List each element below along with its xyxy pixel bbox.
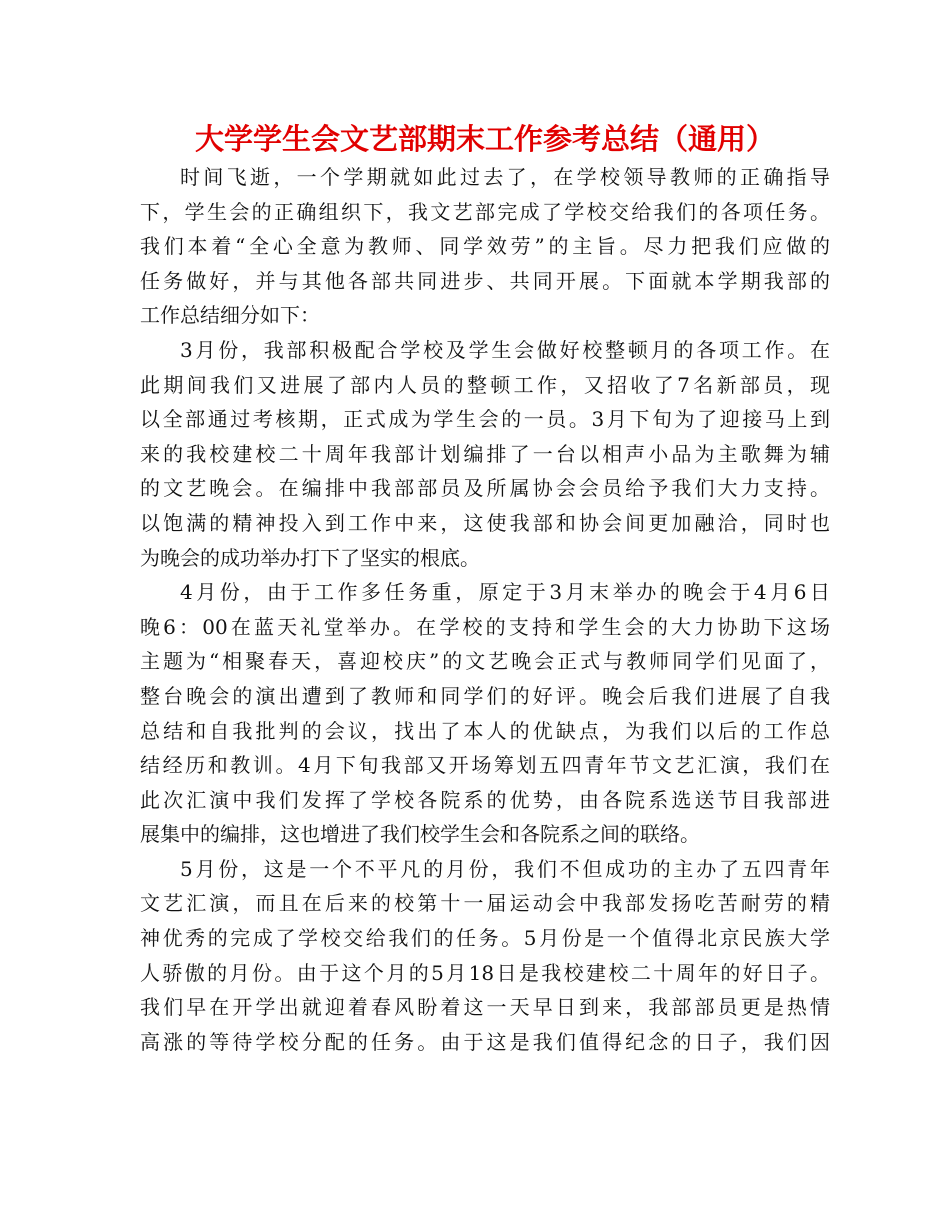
text-line: 时间飞逝，一个学期就如此过去了，在学校领导教师的正确指导	[180, 165, 830, 189]
text-line: 为晚会的成功举办打下了坚实的根底。	[140, 545, 480, 570]
text-line: 以全部通过考核期，正式成为学生会的一员。3月下旬为了迎接马上到	[140, 407, 830, 432]
text-line: 工作总结细分如下：	[140, 303, 320, 328]
text-line: 总结和自我批判的会议，找出了本人的优缺点，为我们以后的工作总	[140, 718, 830, 743]
text-line: 5月份，这是一个不平凡的月份，我们不但成功的主办了五四青年	[180, 856, 830, 881]
text-line: 文艺汇演，而且在后来的校第十一届运动会中我部发扬吃苦耐劳的精	[140, 891, 830, 916]
paragraph-4	[140, 852, 830, 1060]
text-line: 人骄傲的月份。由于这个月的5月18日是我校建校二十周年的好日子。	[140, 960, 830, 985]
text-line: 任务做好，并与其他各部共同进步、共同开展。下面就本学期我部的	[140, 268, 830, 293]
text-line: 的文艺晚会。在编排中我部部员及所属协会会员给予我们大力支持。	[140, 476, 830, 501]
text-line: 下，学生会的正确组织下，我文艺部完成了学校交给我们的各项任务。	[140, 199, 830, 224]
paragraph-2	[140, 333, 830, 575]
text-line: 整台晚会的演出遭到了教师和同学们的好评。晚会后我们进展了自我	[140, 683, 830, 708]
text-line: 此期间我们又进展了部内人员的整顿工作，又招收了7名新部员，现	[140, 372, 830, 397]
text-line: 结经历和教训。4月下旬我部又开场筹划五四青年节文艺汇演，我们在	[140, 753, 830, 778]
text-line: 高涨的等待学校分配的任务。由于这是我们值得纪念的日子，我们因	[140, 1029, 830, 1054]
text-line: 主题为“相聚春天，喜迎校庆”的文艺晚会正式与教师同学们见面了，	[140, 649, 830, 674]
text-line: 晚6：00在蓝天礼堂举办。在学校的支持和学生会的大力协助下这场	[140, 614, 830, 639]
document-title: 大学学生会文艺部期末工作参考总结（通用）	[194, 122, 775, 156]
paragraph-3	[140, 575, 830, 852]
text-line: 神优秀的完成了学校交给我们的任务。5月份是一个值得北京民族大学	[140, 926, 830, 951]
text-line: 此次汇演中我们发挥了学校各院系的优势，由各院系选送节目我部进	[140, 787, 830, 812]
text-line: 我们本着“全心全意为教师、同学效劳”的主旨。尽力把我们应做的	[140, 234, 830, 259]
text-line: 来的我校建校二十周年我部计划编排了一台以相声小品为主歌舞为辅	[140, 441, 830, 466]
text-line: 4月份，由于工作多任务重，原定于3月末举办的晚会于4月6日	[180, 580, 830, 605]
text-line: 我们早在开学出就迎着春风盼着这一天早日到来，我部部员更是热情	[140, 995, 830, 1020]
paragraph-1	[140, 160, 830, 333]
text-line: 以饱满的精神投入到工作中来，这使我部和协会间更加融洽，同时也	[140, 510, 830, 535]
document-body	[140, 160, 830, 1059]
text-line: 展集中的编排，这也增进了我们校学生会和各院系之间的联络。	[140, 822, 700, 847]
text-line: 3月份，我部积极配合学校及学生会做好校整顿月的各项工作。在	[180, 337, 830, 362]
